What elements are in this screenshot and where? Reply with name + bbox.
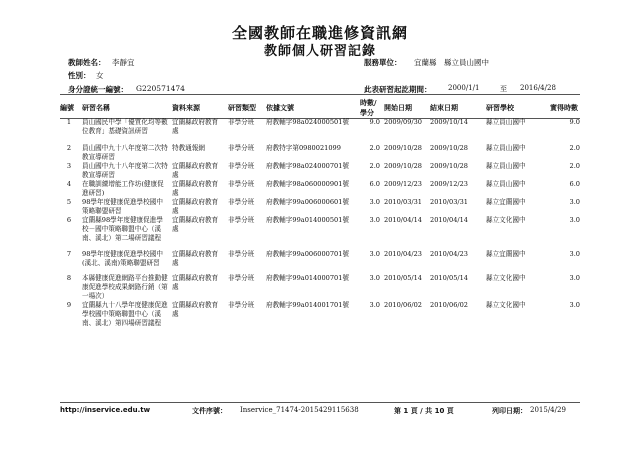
document-number: 府教輔字98a024000501號 — [266, 118, 350, 126]
col-header-school: 研習學校 — [486, 104, 514, 112]
training-school: 縣立員山國中 — [486, 180, 526, 188]
training-school: 縣立文化國中 — [486, 216, 526, 224]
start-date: 2010/05/14 — [384, 274, 423, 282]
hours-credits: 3.0 — [369, 198, 380, 206]
earned-hours: 3.0 — [569, 216, 580, 224]
training-school: 縣立員山國中 — [486, 144, 526, 152]
page-subtitle: 教師個人研習記錄 — [263, 44, 376, 59]
document-number: 府教輔字98a024000701號 — [266, 162, 350, 170]
id-value: G220571474 — [136, 84, 185, 93]
table-row — [58, 162, 582, 180]
start-date: 2009/10/28 — [384, 144, 423, 152]
training-type: 非學分班 — [228, 301, 255, 309]
print-date-label: 列印日期： — [492, 407, 527, 415]
hours-credits: 3.0 — [369, 274, 380, 282]
service-unit-label: 服務單位： — [364, 58, 402, 67]
hours-credits: 3.0 — [369, 250, 380, 258]
row-number: 9 — [66, 301, 72, 309]
document-number: 府教特字第0980021099 — [266, 144, 341, 152]
training-name: 員山國民中學「優質化均等數位教育」基礎資訊研習 — [82, 118, 168, 135]
table-row — [58, 274, 582, 301]
start-date: 2010/06/02 — [384, 301, 423, 309]
service-unit: 宜蘭縣 縣立員山國中 — [414, 58, 489, 67]
earned-hours: 9.0 — [569, 118, 580, 126]
col-header-doc: 依據文號 — [266, 104, 294, 112]
training-name: 在職訓練增能工作坊(健康促進研習) — [82, 180, 164, 197]
data-source: 宜蘭縣政府教育處 — [172, 180, 219, 197]
start-date: 2009/12/23 — [384, 180, 423, 188]
end-date: 2010/04/23 — [430, 250, 469, 258]
training-school: 縣立員山國中 — [486, 118, 526, 126]
training-type: 非學分班 — [228, 162, 255, 170]
training-type: 非學分班 — [228, 250, 255, 258]
start-date: 2009/10/28 — [384, 162, 423, 170]
row-number: 2 — [66, 144, 72, 152]
document-number: 府教輔字99a014000501號 — [266, 216, 350, 224]
training-name: 員山國中九十八年度第二次特教宣導研習 — [82, 144, 168, 161]
document-number: 府教輔字98a060000901號 — [266, 180, 350, 188]
earned-hours: 6.0 — [569, 180, 580, 188]
col-header-earned: 實得時數 — [550, 104, 578, 112]
row-number: 4 — [66, 180, 72, 188]
col-header-end: 結束日期 — [430, 104, 458, 112]
table-row — [58, 216, 582, 250]
table-row — [58, 198, 582, 216]
row-number: 1 — [66, 118, 72, 126]
col-header-type: 研習類型 — [228, 104, 256, 112]
hours-credits: 2.0 — [369, 144, 380, 152]
training-school: 縣立宜蘭國中 — [486, 250, 526, 258]
table-row — [58, 250, 582, 274]
col-header-source: 資料來源 — [172, 104, 200, 112]
training-type: 非學分班 — [228, 118, 255, 126]
training-name: 本縣健康促進網路平台推動健康促進學校成果網路行銷（第一場次） — [82, 274, 168, 300]
end-date: 2010/05/14 — [430, 274, 469, 282]
earned-hours: 3.0 — [569, 301, 580, 309]
end-date: 2010/04/14 — [430, 216, 469, 224]
row-number: 5 — [66, 198, 72, 206]
data-source: 宜蘭縣政府教育處 — [172, 198, 219, 215]
teacher-name: 李靜宜 — [112, 58, 135, 67]
period-label: 此表研習起訖期間： — [364, 85, 432, 94]
col-header-name: 研習名稱 — [82, 104, 110, 112]
hours-credits: 2.0 — [369, 162, 380, 170]
data-source: 宜蘭縣政府教育處 — [172, 250, 219, 267]
end-date: 2009/10/28 — [430, 144, 469, 152]
training-name: 98學年度健康促進學校國中(溪北、溪南)策略聯盟研習 — [82, 250, 163, 267]
period-to: 至 — [500, 85, 507, 93]
training-name: 宜蘭縣九十八學年度健康促進學校國中策略聯盟中心（溪南、溪北）第四場研習議程 — [82, 301, 168, 327]
row-number: 3 — [66, 162, 72, 170]
period-start: 2000/1/1 — [448, 84, 480, 92]
data-source: 宜蘭縣政府教育處 — [172, 216, 219, 233]
doc-serial: Inservice_71474-2015429115638 — [240, 406, 359, 414]
hours-credits: 9.0 — [369, 118, 380, 126]
page-title: 全國教師在職進修資訊網 — [231, 24, 408, 42]
hours-credits: 6.0 — [369, 180, 380, 188]
data-source: 宜蘭縣政府教育處 — [172, 301, 219, 318]
document-number: 府教輔字99a014001701號 — [266, 301, 350, 309]
data-source: 宜蘭縣政府教育處 — [172, 118, 219, 135]
start-date: 2010/04/23 — [384, 250, 423, 258]
training-name: 98學年度健康促進學校國中策略聯盟研習 — [82, 198, 163, 215]
data-source: 宜蘭縣政府教育處 — [172, 274, 219, 291]
start-date: 2009/09/30 — [384, 118, 423, 126]
table-row — [58, 118, 582, 144]
period-end: 2016/4/28 — [520, 84, 556, 92]
hours-credits: 3.0 — [369, 216, 380, 224]
id-label: 身分證統一編號： — [68, 85, 128, 94]
document-number: 府教輔字99a014000701號 — [266, 274, 350, 282]
document-number: 府教輔字99a006000601號 — [266, 198, 350, 206]
training-school: 縣立文化國中 — [486, 274, 526, 282]
gender-value: 女 — [96, 71, 104, 80]
col-header-no: 編號 — [60, 104, 74, 112]
training-school: 縣立宜蘭國中 — [486, 198, 526, 206]
document-number: 府教輔字99a006000701號 — [266, 250, 350, 258]
page-indicator: 第 1 頁 / 共 10 頁 — [394, 407, 454, 415]
row-number: 6 — [66, 216, 72, 224]
earned-hours: 3.0 — [569, 250, 580, 258]
end-date: 2009/10/28 — [430, 162, 469, 170]
training-records-table — [58, 98, 582, 335]
data-source: 宜蘭縣政府教育處 — [172, 162, 219, 179]
training-type: 非學分班 — [228, 180, 255, 188]
earned-hours: 3.0 — [569, 274, 580, 282]
training-type: 非學分班 — [228, 274, 255, 282]
row-number: 7 — [66, 250, 72, 258]
start-date: 2010/04/14 — [384, 216, 423, 224]
training-school: 縣立文化國中 — [486, 301, 526, 309]
training-type: 非學分班 — [228, 144, 255, 152]
end-date: 2010/03/31 — [430, 198, 469, 206]
end-date: 2009/12/23 — [430, 180, 469, 188]
hours-credits: 3.0 — [369, 301, 380, 309]
footer-rule — [60, 402, 580, 403]
col-header-start: 開始日期 — [384, 104, 412, 112]
training-type: 非學分班 — [228, 216, 255, 224]
table-header-row — [58, 98, 582, 118]
data-source: 特教通報網 — [172, 144, 205, 152]
row-number: 8 — [66, 274, 72, 282]
footer-url: http://inservice.edu.tw — [60, 406, 151, 414]
training-school: 縣立員山國中 — [486, 162, 526, 170]
table-top-rule — [60, 94, 580, 95]
earned-hours: 2.0 — [569, 162, 580, 170]
earned-hours: 3.0 — [569, 198, 580, 206]
start-date: 2010/03/31 — [384, 198, 423, 206]
table-row — [58, 180, 582, 198]
col-header-hours: 時數/學分 — [360, 99, 377, 117]
end-date: 2009/10/14 — [430, 118, 469, 126]
doc-serial-label: 文件序號： — [192, 407, 227, 415]
training-type: 非學分班 — [228, 198, 255, 206]
training-name: 員山國中九十八年度第二次特教宣導研習 — [82, 162, 168, 179]
gender-label: 性別： — [68, 71, 91, 80]
print-date: 2015/4/29 — [530, 406, 566, 414]
training-name: 宜蘭縣98學年度健康促進學校－國中策略聯盟中心（溪南、溪北）第二場研習議程 — [82, 216, 163, 242]
table-row — [58, 144, 582, 162]
teacher-name-label: 教師姓名： — [68, 58, 106, 67]
end-date: 2010/06/02 — [430, 301, 469, 309]
table-row — [58, 301, 582, 335]
earned-hours: 2.0 — [569, 144, 580, 152]
